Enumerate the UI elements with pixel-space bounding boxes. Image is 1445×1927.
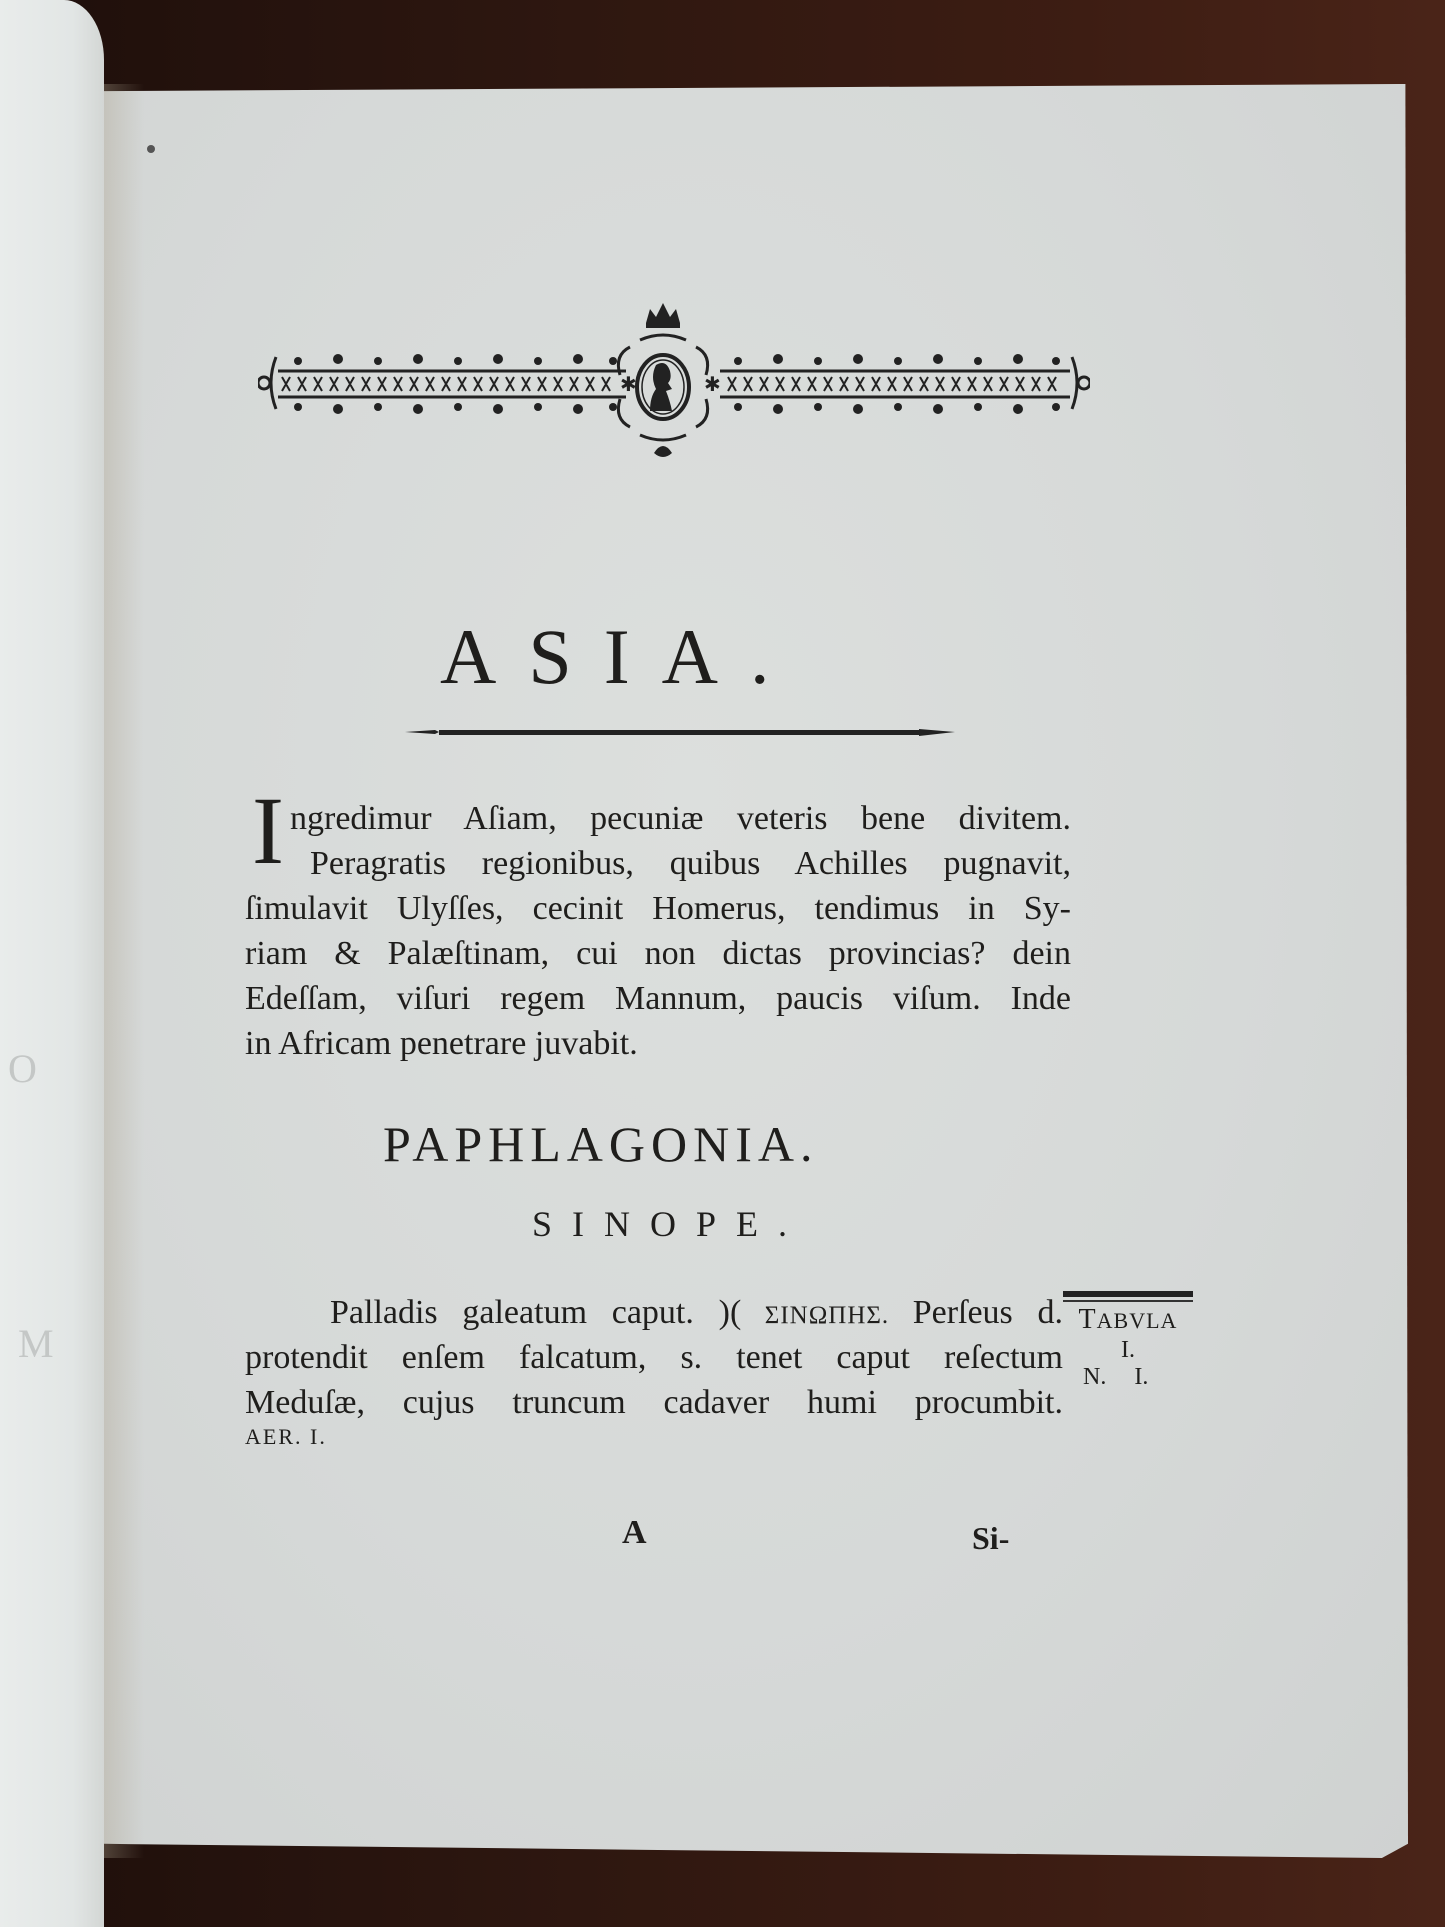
coin-legend: ΣΙΝΩΠΗΣ. [741, 1302, 913, 1329]
signature-mark: A [622, 1514, 647, 1551]
intro-paragraph [245, 796, 1071, 1066]
plate-label-rest: ABVLA [1096, 1308, 1178, 1333]
bleed-through-mark: O [8, 1046, 37, 1091]
svg-text:✱: ✱ [704, 372, 721, 396]
text-line: Meduſæ, cujus truncum cadaver humi procumbit. [245, 1384, 1063, 1421]
margin-rule-thick [1063, 1291, 1193, 1297]
plate-label [1063, 1304, 1193, 1336]
text-line: Peragratis regionibus, quibus Achilles pugnavit, [310, 845, 1071, 882]
city-heading: SINOPE. [532, 1204, 808, 1244]
title-rule [405, 728, 955, 736]
text-line [245, 1290, 1063, 1335]
plate-reference [1063, 1291, 1193, 1391]
margin-rule-thin [1063, 1300, 1193, 1302]
plate-number: I. [1121, 1337, 1135, 1363]
coin-metal: AER. I. [245, 1424, 327, 1449]
region-heading: PAPHLAGONIA. [383, 1116, 819, 1172]
text-line: Edeſſam, viſuri regem Mannum, paucis viſum. Inde [245, 980, 1071, 1017]
ornamental-headpiece-icon [258, 295, 1090, 475]
coin-description [245, 1290, 1063, 1425]
catchword: Si- [972, 1520, 1010, 1556]
reverse-mark: )( [718, 1294, 742, 1331]
text-line: in Africam penetrare juvabit. [245, 1025, 638, 1062]
ink-speck [147, 145, 155, 153]
plate-label-initial: T [1078, 1304, 1097, 1335]
coin-number: N. I. [1083, 1364, 1149, 1390]
text-line: ſimulavit Ulyſſes, cecinit Homerus, tendimus in Sy- [245, 890, 1071, 927]
facing-page-left [0, 0, 104, 1927]
text-line: protendit enſem falcatum, s. tenet caput reſectum [245, 1339, 1063, 1376]
gutter-shadow [104, 84, 144, 1858]
page-title: ASIA. [440, 613, 802, 700]
reverse-text: Perſeus d. [912, 1294, 1064, 1331]
text-line: riam & Palæſtinam, cui non dictas provincias? dein [245, 935, 1071, 972]
bleed-through-mark: M [18, 1321, 54, 1366]
drop-cap: I [252, 777, 284, 884]
obverse-text: Palladis galeatum caput. [330, 1294, 719, 1331]
text-line: ngredimur Aſiam, pecuniæ veteris bene divitem. [290, 800, 1071, 837]
svg-text:✱: ✱ [620, 372, 637, 396]
